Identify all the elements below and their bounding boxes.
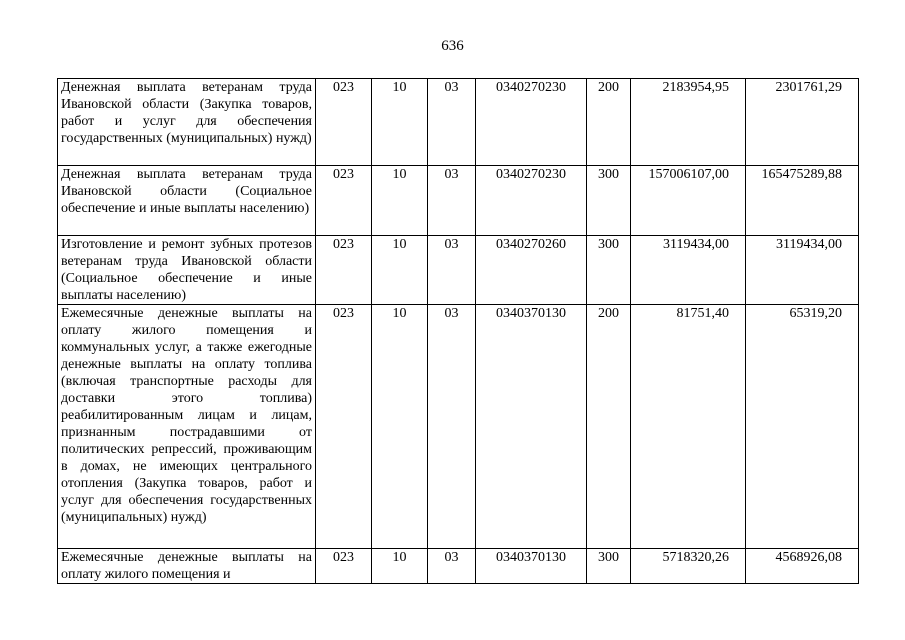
- amount-year-1: 3119434,00: [631, 236, 746, 305]
- section-code: 10: [372, 305, 428, 549]
- table-row: [58, 79, 859, 166]
- table-row: [58, 549, 859, 584]
- target-article-code: 0340270230: [476, 79, 587, 166]
- expense-type-code: 300: [587, 549, 631, 584]
- table-row: [58, 305, 859, 549]
- target-article-code: 0340370130: [476, 549, 587, 584]
- page-number: 636: [441, 38, 464, 54]
- expense-type-code: 300: [587, 236, 631, 305]
- target-article-code: 0340270230: [476, 166, 587, 236]
- row-description: Изготовление и ремонт зубных протезов ветеранам труда Ивановской области (Социальное обеспечение и иные выплаты населению): [58, 236, 316, 305]
- ministry-code: 023: [316, 79, 372, 166]
- subsection-code: 03: [428, 79, 476, 166]
- section-code: 10: [372, 79, 428, 166]
- section-code: 10: [372, 549, 428, 584]
- amount-year-1: 5718320,26: [631, 549, 746, 584]
- subsection-code: 03: [428, 549, 476, 584]
- amount-year-2: 4568926,08: [746, 549, 859, 584]
- table-body: [58, 79, 859, 584]
- row-description: Ежемесячные денежные выплаты на оплату жилого помещения и: [58, 549, 316, 584]
- row-description: Денежная выплата ветеранам труда Ивановской области (Социальное обеспечение и иные выплаты населению): [58, 166, 316, 236]
- budget-table: [57, 78, 859, 584]
- amount-year-1: 81751,40: [631, 305, 746, 549]
- subsection-code: 03: [428, 166, 476, 236]
- amount-year-2: 65319,20: [746, 305, 859, 549]
- section-code: 10: [372, 236, 428, 305]
- section-code: 10: [372, 166, 428, 236]
- subsection-code: 03: [428, 236, 476, 305]
- amount-year-2: 2301761,29: [746, 79, 859, 166]
- expense-type-code: 300: [587, 166, 631, 236]
- ministry-code: 023: [316, 305, 372, 549]
- expense-type-code: 200: [587, 79, 631, 166]
- ministry-code: 023: [316, 549, 372, 584]
- table-row: [58, 166, 859, 236]
- subsection-code: 03: [428, 305, 476, 549]
- amount-year-1: 157006107,00: [631, 166, 746, 236]
- amount-year-2: 165475289,88: [746, 166, 859, 236]
- amount-year-1: 2183954,95: [631, 79, 746, 166]
- row-description: Денежная выплата ветеранам труда Ивановской области (Закупка товаров, работ и услуг для обеспечения государственных (муниципальных) нужд): [58, 79, 316, 166]
- target-article-code: 0340270260: [476, 236, 587, 305]
- amount-year-2: 3119434,00: [746, 236, 859, 305]
- target-article-code: 0340370130: [476, 305, 587, 549]
- table-row: [58, 236, 859, 305]
- ministry-code: 023: [316, 166, 372, 236]
- ministry-code: 023: [316, 236, 372, 305]
- row-description: Ежемесячные денежные выплаты на оплату жилого помещения и коммунальных услуг, а также ежегодные денежные выплаты на оплату топлива (включая транспортные расходы для доставки этого топлива) реабилитированным лицам и лицам, признанным пострадавшими от политических репрессий, проживающим в домах, не имеющих центрального отопления (Закупка товаров, работ и услуг для обеспечения государственных (муниципальных) нужд): [58, 305, 316, 549]
- expense-type-code: 200: [587, 305, 631, 549]
